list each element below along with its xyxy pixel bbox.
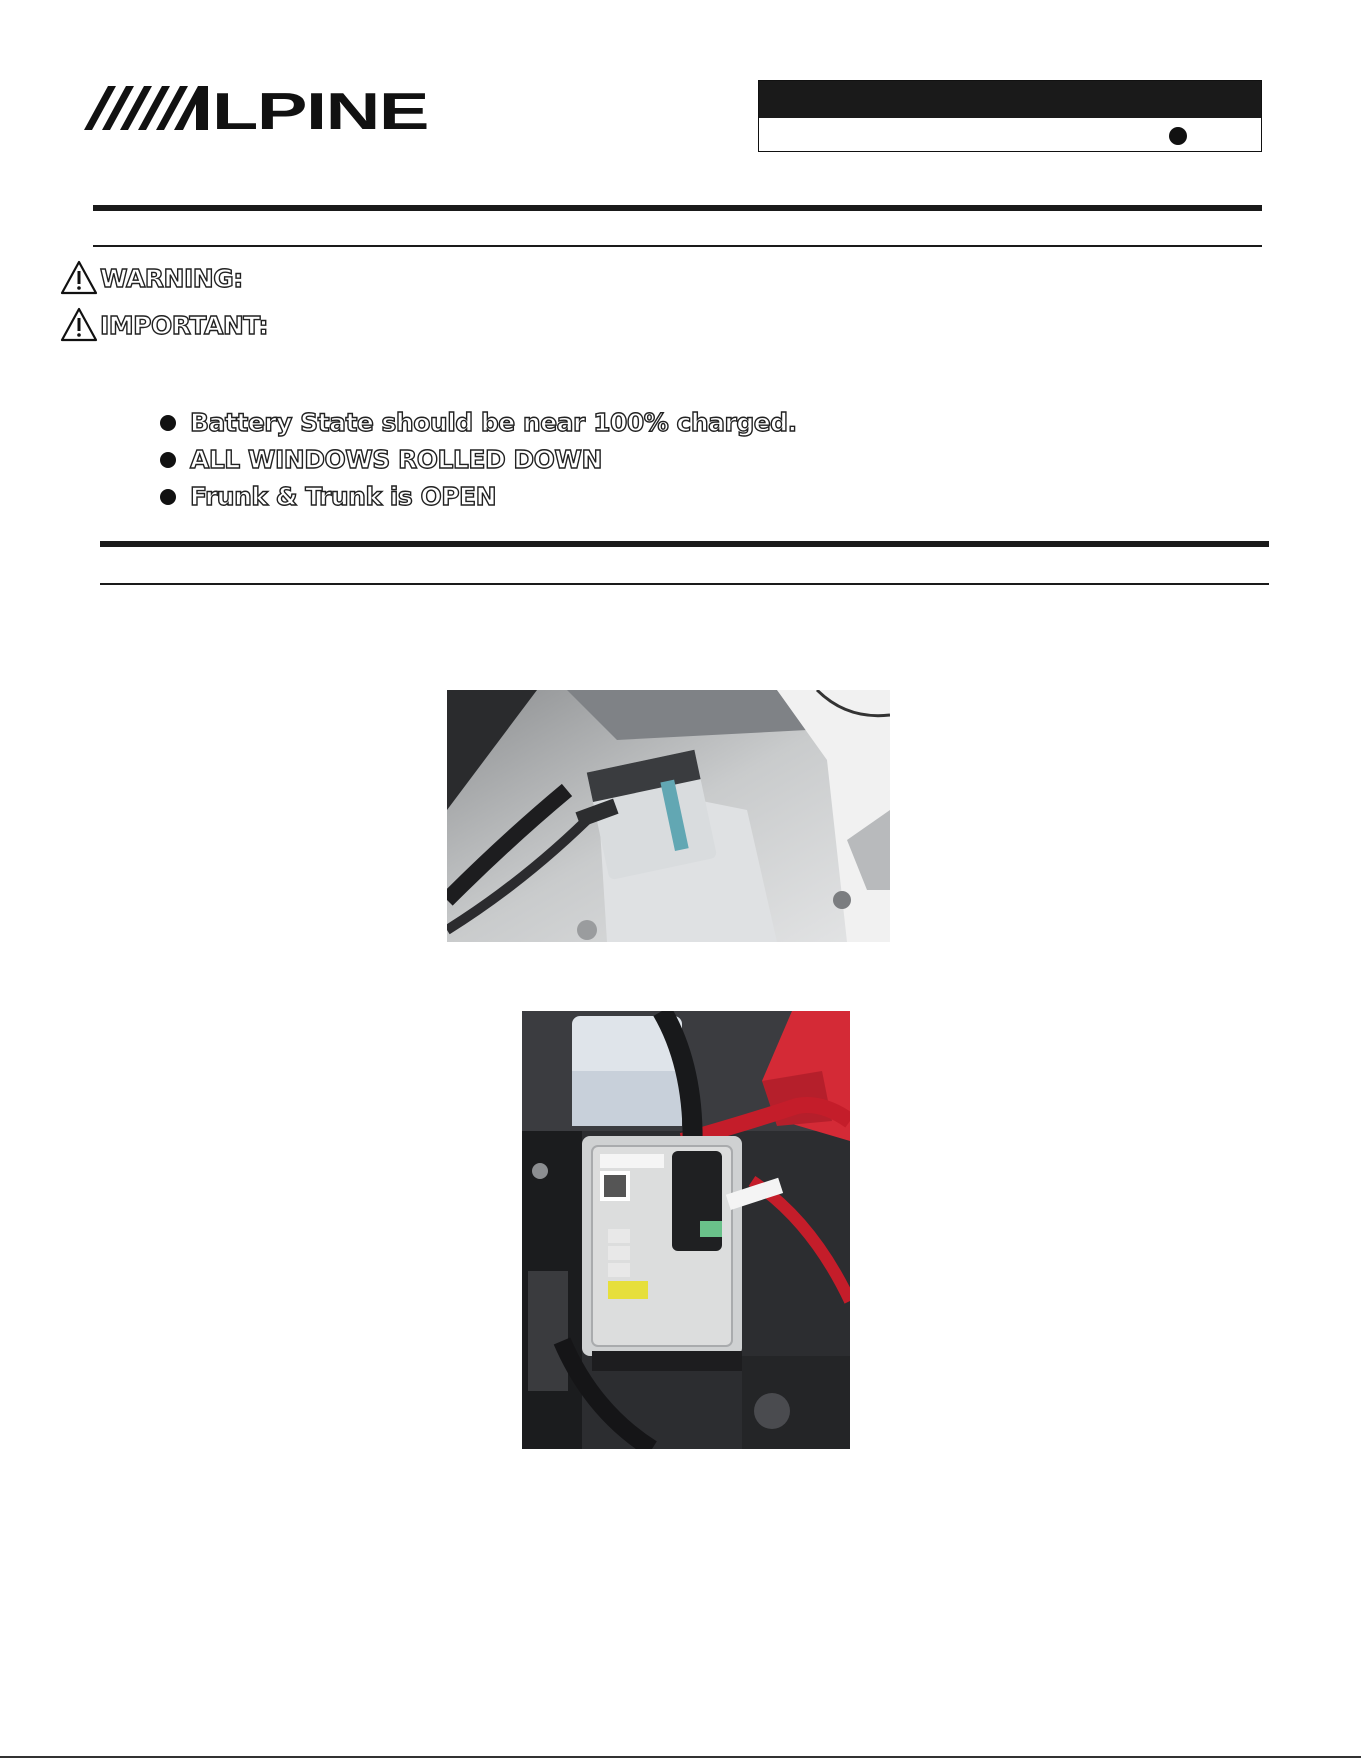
checklist-item-text: Frunk & Trunk is OPEN bbox=[190, 482, 497, 511]
alpine-logo-graphic bbox=[84, 84, 430, 132]
list-item bbox=[160, 441, 797, 478]
module-photo-graphic bbox=[522, 1011, 850, 1449]
header-dot bbox=[1169, 127, 1187, 145]
warning-label: WARNING: bbox=[100, 263, 243, 293]
header-band bbox=[759, 81, 1261, 118]
alpine-logo bbox=[84, 84, 430, 132]
warning-triangle-icon bbox=[60, 260, 98, 296]
warning-notice bbox=[60, 258, 243, 298]
important-notice bbox=[60, 305, 268, 345]
section-divider-mid-thick bbox=[100, 541, 1269, 547]
engine-bay-connector-photo bbox=[447, 690, 890, 942]
bullet-icon bbox=[160, 489, 176, 505]
checklist-item-text: Battery State should be near 100% charged. bbox=[190, 408, 797, 437]
page-bottom-rule bbox=[0, 1756, 1361, 1758]
section-divider-top-thin bbox=[93, 245, 1262, 247]
bullet-icon bbox=[160, 415, 176, 431]
list-item bbox=[160, 404, 797, 441]
control-module-battery-photo bbox=[522, 1011, 850, 1449]
important-label: IMPORTANT: bbox=[100, 310, 268, 340]
connector-photo-graphic bbox=[447, 690, 890, 942]
list-item bbox=[160, 478, 797, 515]
warning-triangle-icon bbox=[60, 307, 98, 343]
checklist-item-text: ALL WINDOWS ROLLED DOWN bbox=[190, 445, 602, 474]
section-divider-top-thick bbox=[93, 205, 1262, 211]
prep-checklist bbox=[160, 404, 797, 515]
svg-text:LPINE: LPINE bbox=[212, 84, 428, 132]
header-info-box bbox=[758, 80, 1262, 152]
bullet-icon bbox=[160, 452, 176, 468]
section-divider-mid-thin bbox=[100, 583, 1269, 585]
